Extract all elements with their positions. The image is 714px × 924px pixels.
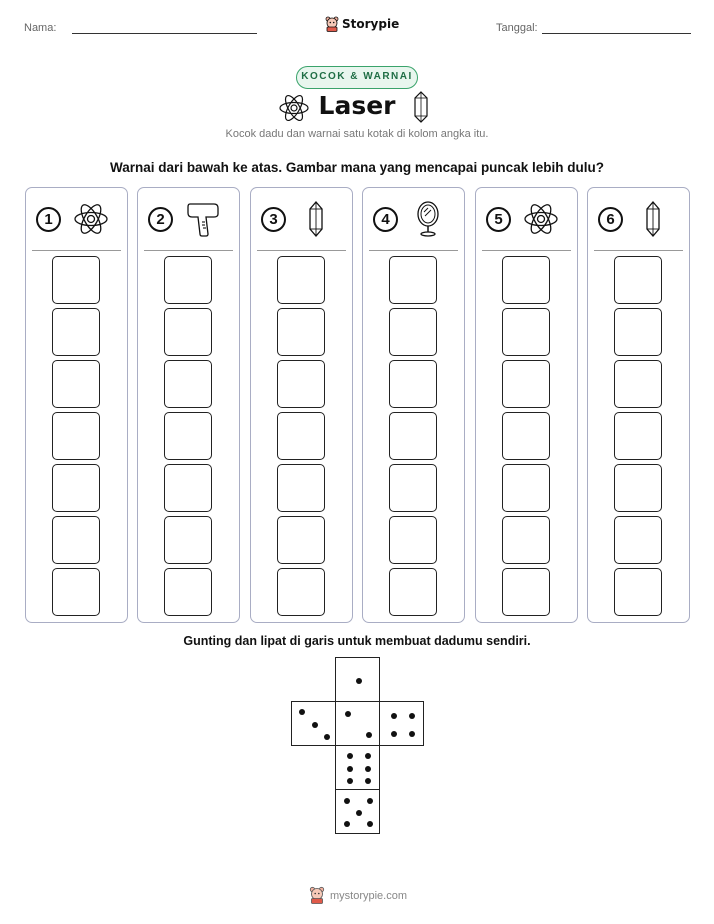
color-box[interactable] xyxy=(164,568,212,616)
die-pip xyxy=(365,753,371,759)
color-box[interactable] xyxy=(502,464,550,512)
column-5 xyxy=(475,187,578,623)
die-pip xyxy=(409,713,415,719)
color-box[interactable] xyxy=(389,308,437,356)
column-number: 2 xyxy=(148,207,173,232)
activity-badge: KOCOK & WARNAI xyxy=(296,66,418,89)
barcode-scanner-icon xyxy=(184,200,222,238)
crystal-icon xyxy=(413,91,429,123)
color-box[interactable] xyxy=(389,360,437,408)
die-pip xyxy=(391,731,397,737)
color-box[interactable] xyxy=(502,412,550,460)
worksheet-header xyxy=(0,14,714,44)
subtitle: Kocok dadu dan warnai satu kotak di kolom angka itu. xyxy=(225,128,489,140)
crystal-icon xyxy=(297,200,335,238)
color-box[interactable] xyxy=(164,412,212,460)
die-pip xyxy=(312,722,318,728)
date-line xyxy=(542,33,691,34)
die-face-4 xyxy=(379,701,424,746)
column-6 xyxy=(587,187,690,623)
column-header xyxy=(26,188,127,250)
color-box[interactable] xyxy=(502,256,550,304)
column-header xyxy=(138,188,239,250)
die-face-6 xyxy=(335,745,380,790)
color-box[interactable] xyxy=(502,516,550,564)
die-pip xyxy=(299,709,305,715)
brand-logo xyxy=(325,14,399,34)
color-box[interactable] xyxy=(52,256,100,304)
column-number: 5 xyxy=(486,207,511,232)
color-box[interactable] xyxy=(614,516,662,564)
column-header xyxy=(251,188,352,250)
atom-icon xyxy=(522,200,560,238)
color-box[interactable] xyxy=(52,412,100,460)
column-number: 3 xyxy=(261,207,286,232)
die-pip xyxy=(344,821,350,827)
column-divider xyxy=(369,250,458,251)
column-divider xyxy=(594,250,683,251)
die-pip xyxy=(347,753,353,759)
date-label: Tanggal: xyxy=(496,22,538,34)
die-pip xyxy=(365,778,371,784)
column-header xyxy=(588,188,689,250)
cut-instruction: Gunting dan lipat di garis untuk membuat dadumu sendiri. xyxy=(183,634,531,648)
color-box[interactable] xyxy=(502,308,550,356)
color-box[interactable] xyxy=(614,256,662,304)
column-2 xyxy=(137,187,240,623)
die-pip xyxy=(324,734,330,740)
color-box[interactable] xyxy=(389,464,437,512)
die-pip xyxy=(391,713,397,719)
name-label: Nama: xyxy=(24,22,57,34)
color-box[interactable] xyxy=(277,464,325,512)
color-box[interactable] xyxy=(52,308,100,356)
column-3 xyxy=(250,187,353,623)
die-pip xyxy=(347,778,353,784)
color-box[interactable] xyxy=(164,360,212,408)
color-box[interactable] xyxy=(614,464,662,512)
footer-site: mystorypie.com xyxy=(330,890,408,902)
color-box[interactable] xyxy=(502,360,550,408)
atom-icon xyxy=(72,200,110,238)
column-header xyxy=(363,188,464,250)
die-pip xyxy=(366,732,372,738)
column-1 xyxy=(25,187,128,623)
color-box[interactable] xyxy=(164,464,212,512)
die-face-2 xyxy=(335,701,380,746)
die-pip xyxy=(409,731,415,737)
color-box[interactable] xyxy=(52,516,100,564)
color-box[interactable] xyxy=(614,412,662,460)
color-box[interactable] xyxy=(614,308,662,356)
title-row xyxy=(0,90,714,126)
die-pip xyxy=(356,678,362,684)
color-box[interactable] xyxy=(277,412,325,460)
column-divider xyxy=(144,250,233,251)
column-divider xyxy=(257,250,346,251)
column-header xyxy=(476,188,577,250)
die-face-5 xyxy=(335,789,380,834)
column-number: 4 xyxy=(373,207,398,232)
color-box[interactable] xyxy=(52,568,100,616)
color-box[interactable] xyxy=(277,308,325,356)
color-box[interactable] xyxy=(277,256,325,304)
die-pip xyxy=(347,766,353,772)
die-face-3 xyxy=(291,701,336,746)
brand-name: Storypie xyxy=(342,17,400,31)
color-box[interactable] xyxy=(614,360,662,408)
die-pip xyxy=(367,798,373,804)
color-box[interactable] xyxy=(389,256,437,304)
die-pip xyxy=(356,810,362,816)
name-line xyxy=(72,33,257,34)
color-box[interactable] xyxy=(164,516,212,564)
color-box[interactable] xyxy=(277,360,325,408)
die-pip xyxy=(365,766,371,772)
footer xyxy=(0,886,714,906)
color-box[interactable] xyxy=(277,516,325,564)
storypie-bear-icon xyxy=(325,16,339,32)
die-pip xyxy=(367,821,373,827)
crystal-icon xyxy=(634,200,672,238)
color-box[interactable] xyxy=(277,568,325,616)
column-4 xyxy=(362,187,465,623)
color-box[interactable] xyxy=(52,464,100,512)
color-box[interactable] xyxy=(614,568,662,616)
color-box[interactable] xyxy=(389,412,437,460)
storypie-bear-icon xyxy=(309,886,325,904)
instruction-text: Warnai dari bawah ke atas. Gambar mana yang mencapai puncak lebih dulu? xyxy=(110,160,604,175)
color-box[interactable] xyxy=(52,360,100,408)
die-face-1 xyxy=(335,657,380,702)
color-box[interactable] xyxy=(502,568,550,616)
color-box[interactable] xyxy=(389,568,437,616)
page-title: Laser xyxy=(318,91,396,120)
column-number: 6 xyxy=(598,207,623,232)
die-pip xyxy=(344,798,350,804)
color-box[interactable] xyxy=(164,256,212,304)
column-divider xyxy=(32,250,121,251)
color-box[interactable] xyxy=(389,516,437,564)
column-divider xyxy=(482,250,571,251)
die-pip xyxy=(345,711,351,717)
color-box[interactable] xyxy=(164,308,212,356)
mirror-icon xyxy=(409,200,447,238)
column-number: 1 xyxy=(36,207,61,232)
